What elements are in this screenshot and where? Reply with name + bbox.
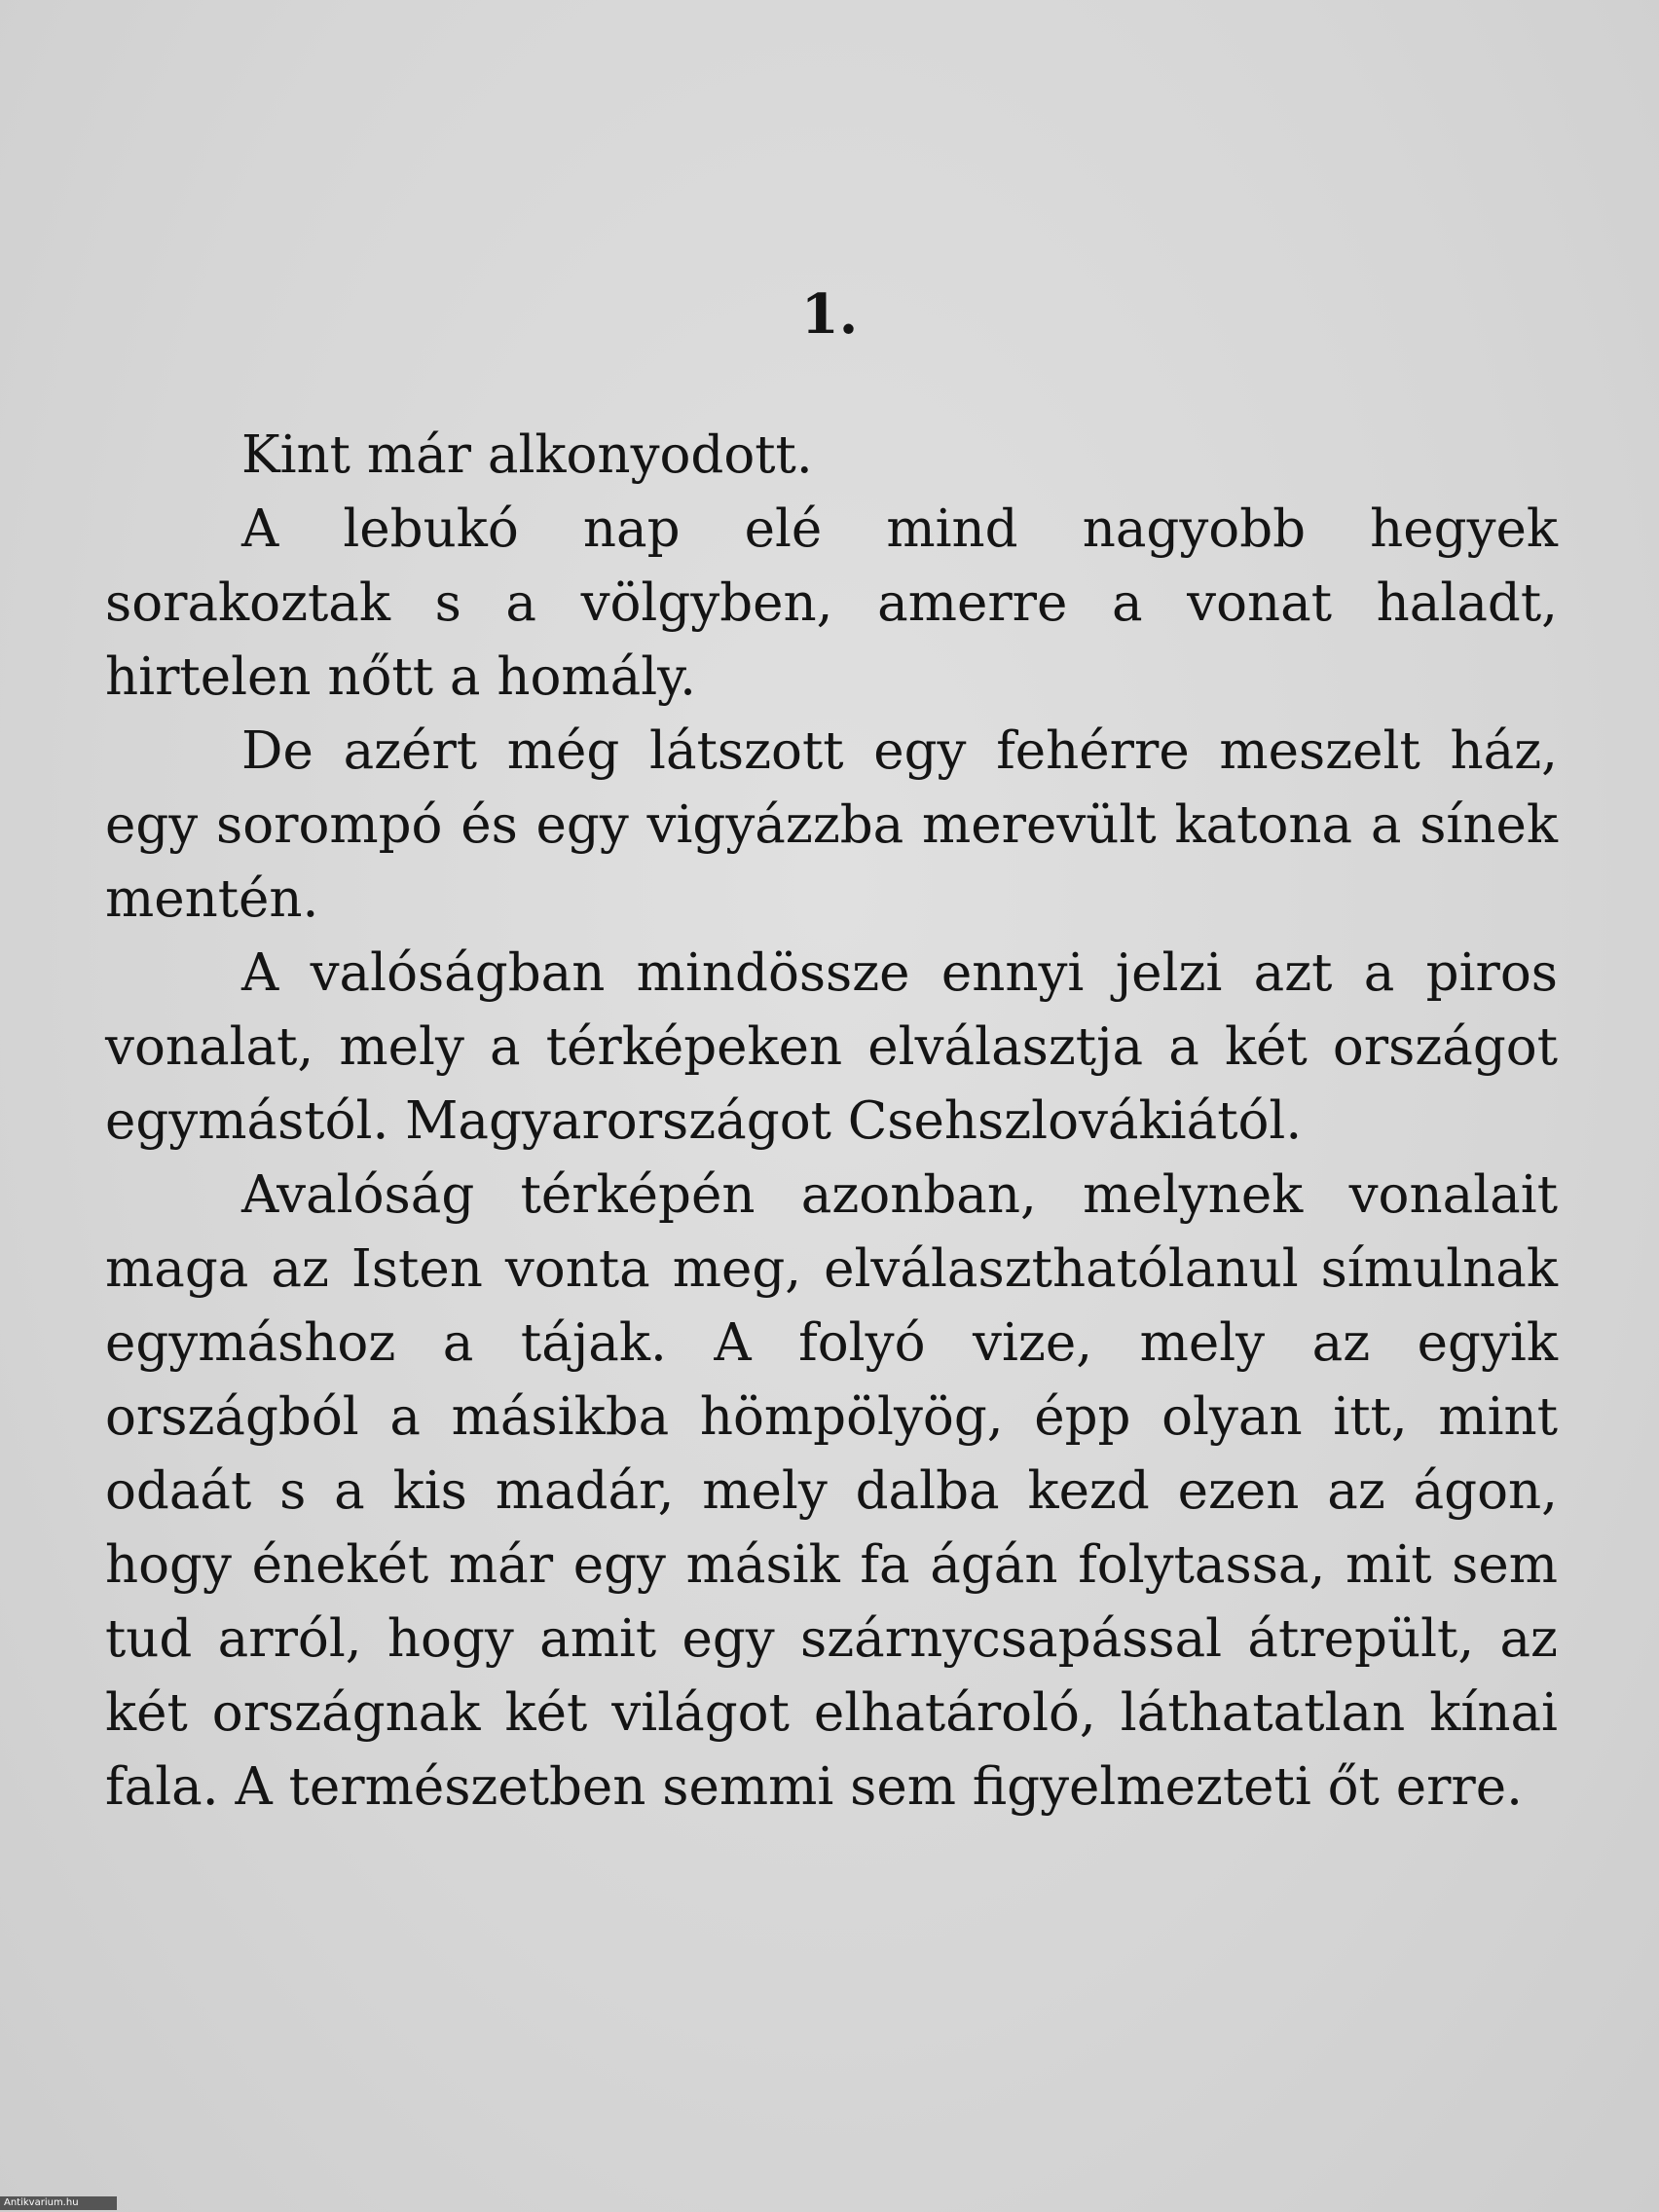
paragraph: A lebukó nap elé mind nagyobb hegyek sorakoztak s a völgyben, amerre a vonat haladt, hirtelen nőtt a homály.	[105, 499, 1558, 707]
body-text	[105, 419, 1558, 1825]
watermark: Antikvarium.hu	[0, 2196, 117, 2210]
paragraph: A valóságban mindössze ennyi jelzi azt a piros vonalat, mely a térképeken elválasztja a két országot egymástól. Magyarországot Csehszlovákiától.	[105, 943, 1558, 1151]
chapter-number: 1.	[800, 282, 859, 347]
paragraph: Avalóság térképén azonban, melynek vonalait maga az Isten vonta meg, elválaszthatólanul símulnak egymáshoz a tájak. A folyó vize, mely az egyik országból a másikba hömpölyög, épp olyan itt, mint odaát s a kis madár, mely dalba kezd ezen az ágon, hogy énekét már egy másik fa ágán folytassa, mit sem tud arról, hogy amit egy szárnycsapással átrepült, az két országnak két világot elhatároló, láthatatlan kínai fala. A természetben semmi sem figyelmezteti őt erre.	[105, 1165, 1558, 1817]
paragraph: Kint már alkonyodott.	[241, 425, 813, 485]
paragraph: De azért még látszott egy fehérre meszelt ház, egy sorompó és egy vigyázzba merevült katona a sínek mentén.	[105, 721, 1558, 929]
